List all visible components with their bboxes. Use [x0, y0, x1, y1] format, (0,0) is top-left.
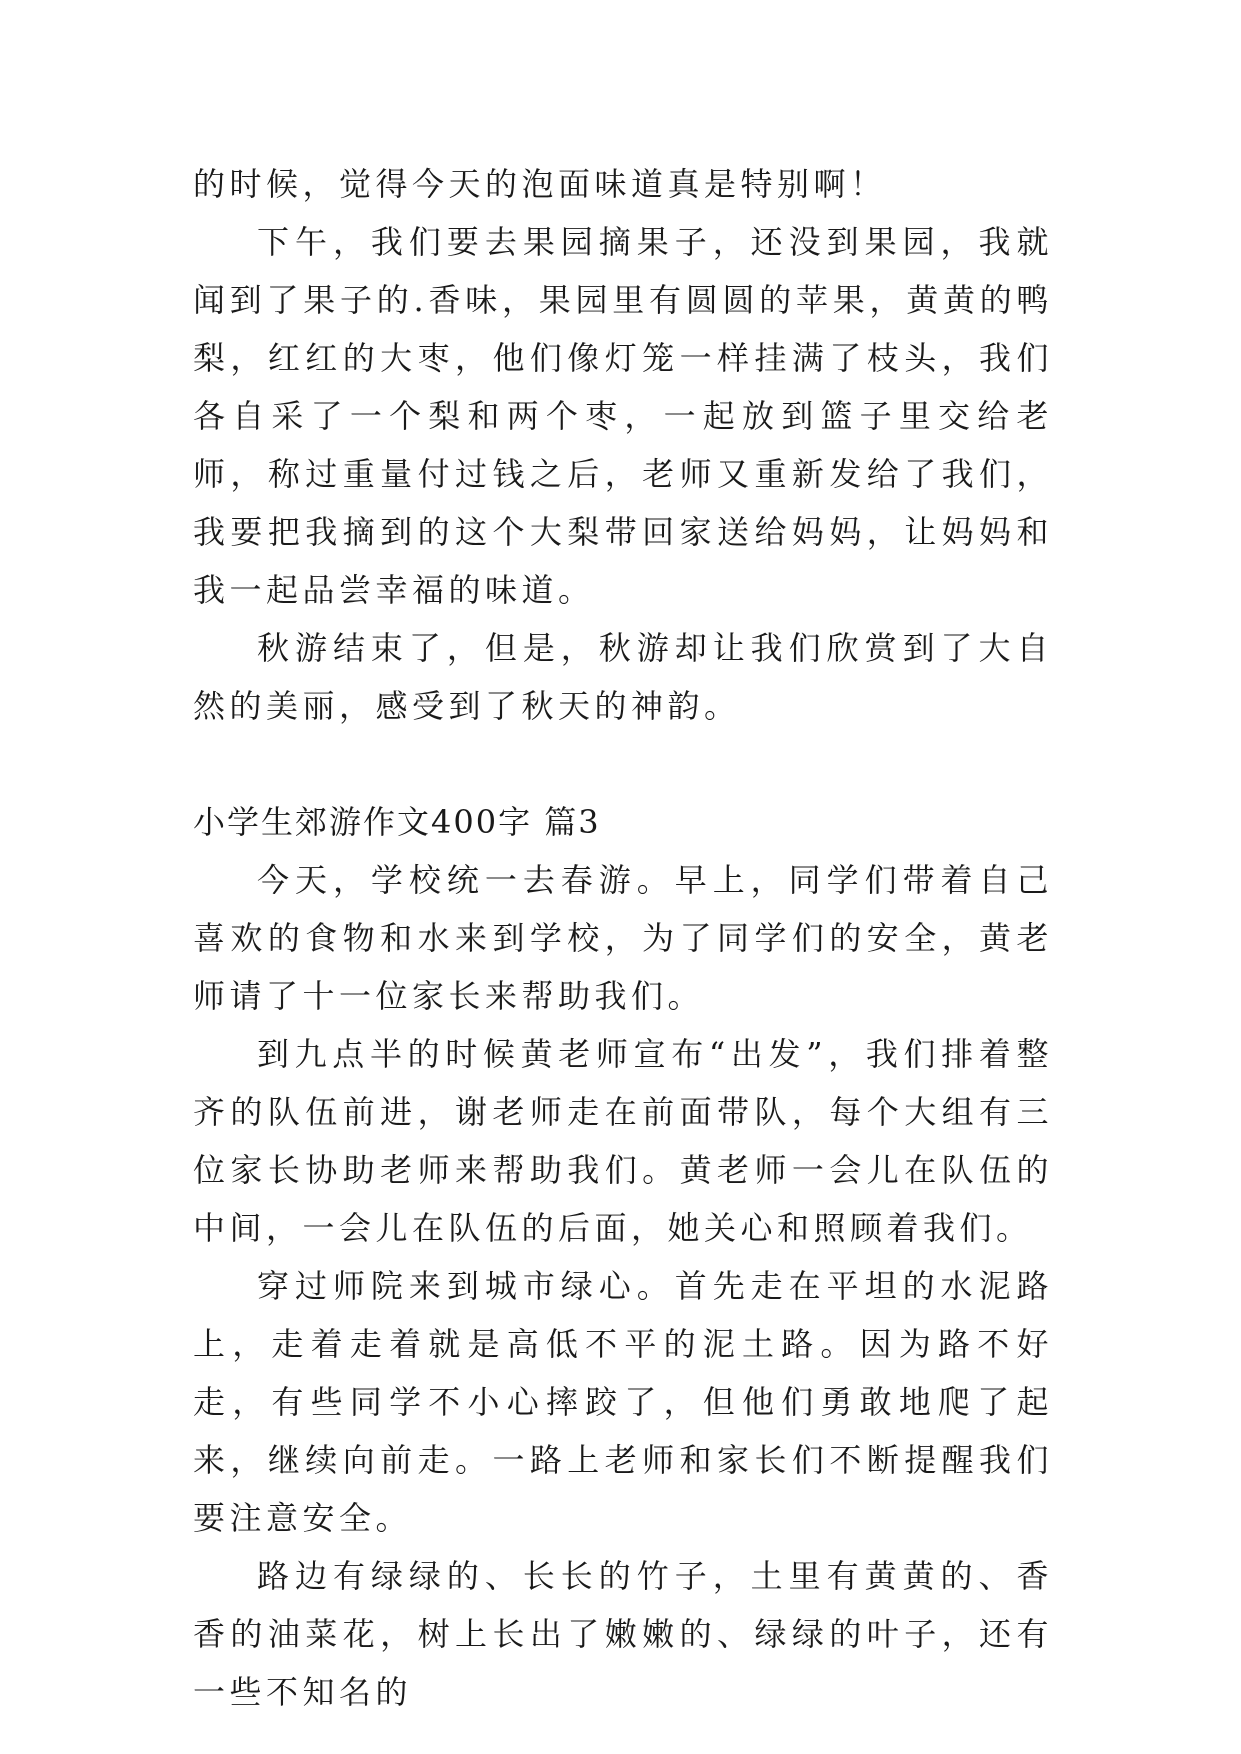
paragraph-roadside-scenery: 路边有绿绿的、长长的竹子，土里有黄黄的、香香的油菜花，树上长出了嫩嫩的、绿绿的叶子，还有一些不知名的: [193, 1557, 1053, 1711]
paragraph-autumn-trip-end: 秋游结束了，但是，秋游却让我们欣赏到了大自然的美丽，感受到了秋天的神韵。: [193, 629, 1053, 725]
paragraph-orchard: 下午，我们要去果园摘果子，还没到果园，我就闻到了果子的.香味，果园里有圆圆的苹果，黄黄的鸭梨，红红的大枣，他们像灯笼一样挂满了枝头，我们各自采了一个梨和两个枣，一起放到篮子里交给老师，称过重量付过钱之后，老师又重新发给了我们，我要把我摘到的这个大梨带回家送给妈妈，让妈妈和我一起品尝幸福的味道。: [193, 223, 1053, 609]
document-body: [193, 155, 1053, 1721]
paragraph-departure: 到九点半的时候黄老师宣布“出发”，我们排着整齐的队伍前进，谢老师走在前面带队，每个大组有三位家长协助老师来帮助我们。黄老师一会儿在队伍的中间，一会儿在队伍的后面，她关心和照顾着我们。: [193, 1035, 1053, 1247]
continuation-paragraph: 的时候，觉得今天的泡面味道真是特别啊！: [193, 165, 887, 203]
section-heading: 小学生郊游作文400字 篇3: [193, 803, 601, 841]
paragraph-city-green-heart: 穿过师院来到城市绿心。首先走在平坦的水泥路上，走着走着就是高低不平的泥土路。因为路不好走，有些同学不小心摔跤了，但他们勇敢地爬了起来，继续向前走。一路上老师和家长们不断提醒我们要注意安全。: [193, 1267, 1053, 1537]
paragraph-spring-trip-start: 今天，学校统一去春游。早上，同学们带着自己喜欢的食物和水来到学校，为了同学们的安全，黄老师请了十一位家长来帮助我们。: [193, 861, 1053, 1015]
